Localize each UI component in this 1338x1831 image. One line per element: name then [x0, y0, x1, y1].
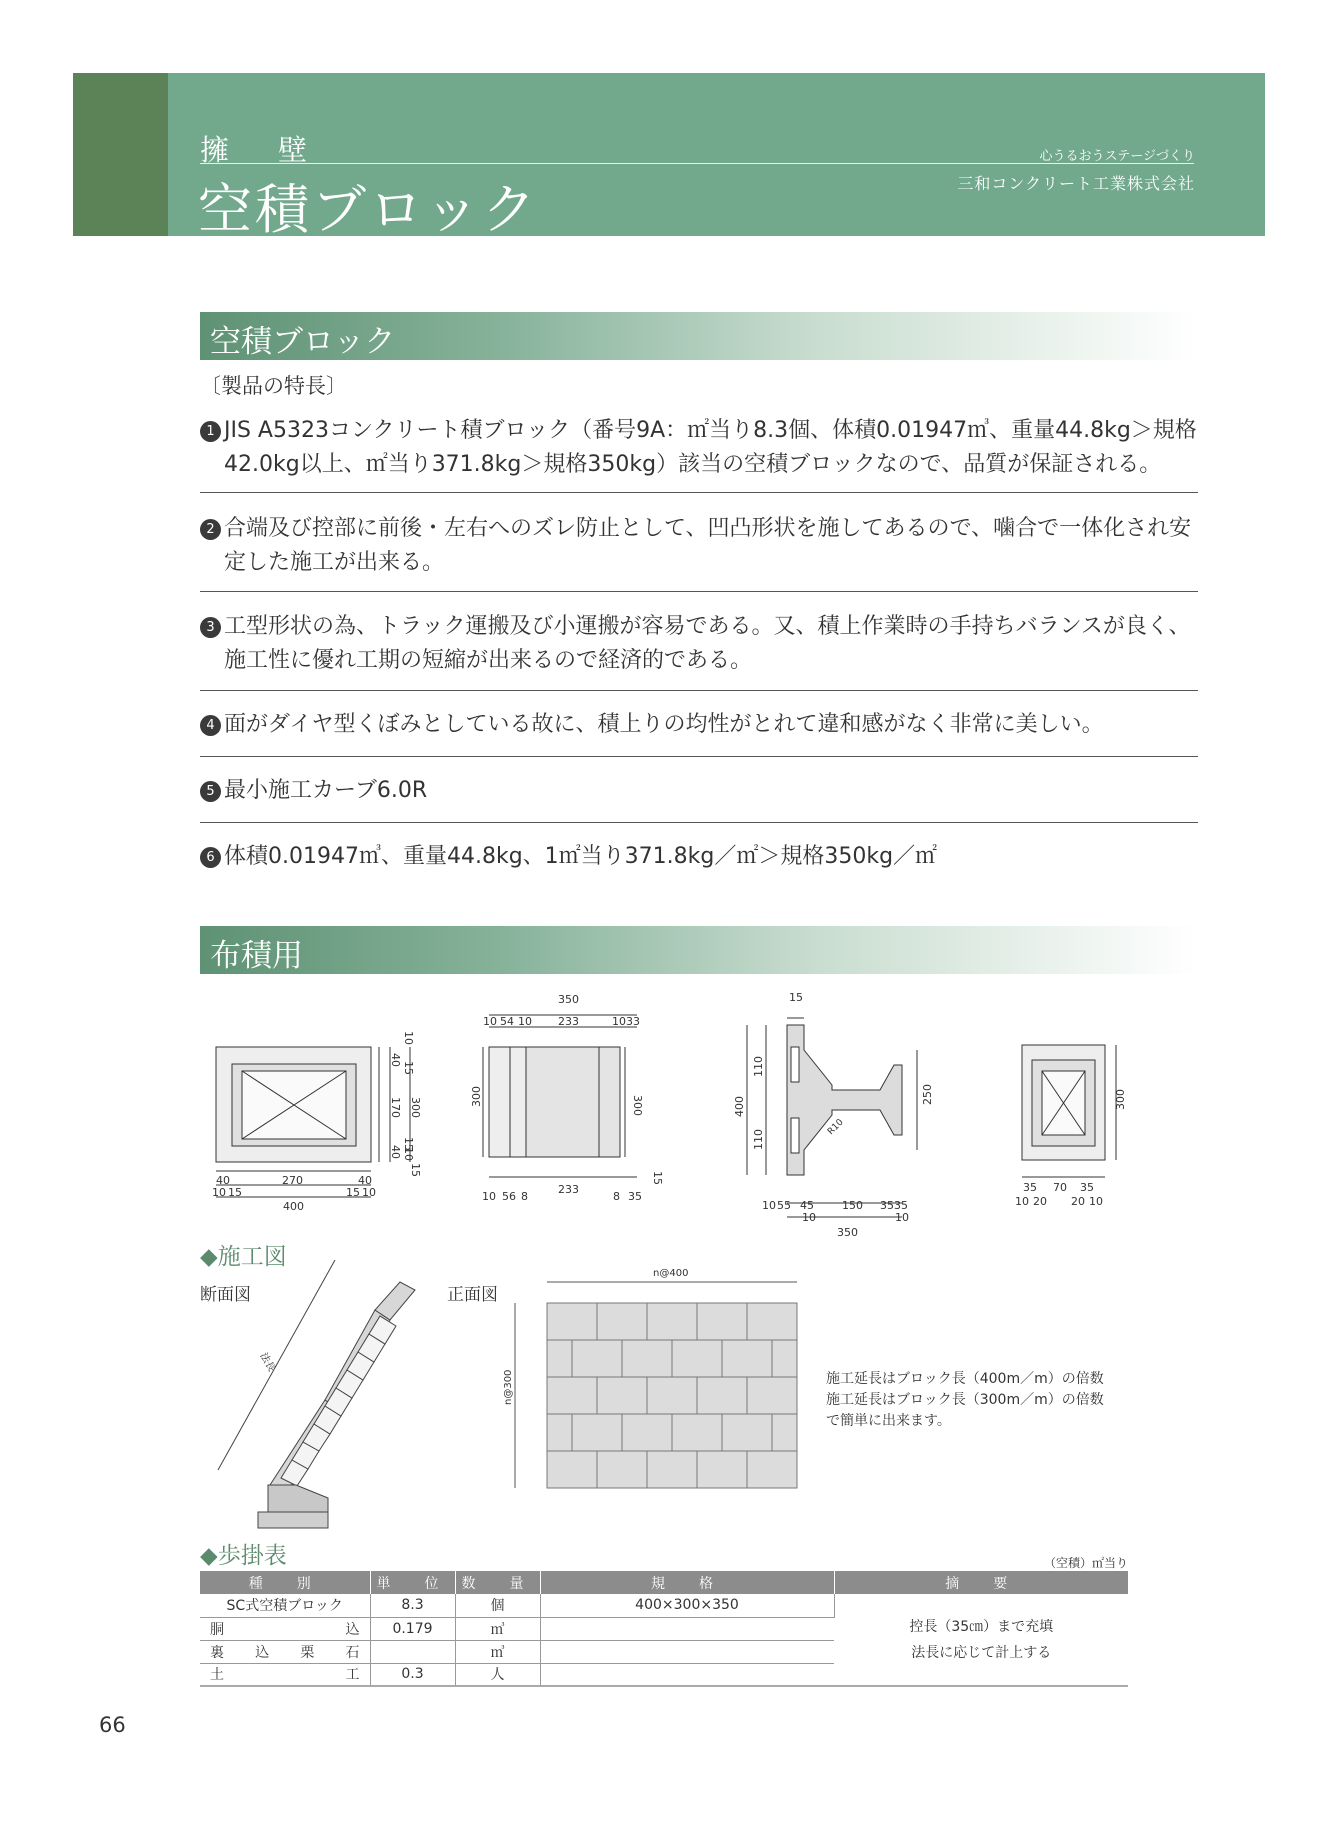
- feature-item: 3 工型形状の為、トラック運搬及び小運搬が容易である。又、積上作業時の手持ちバランスが良く、施工性に優れ工期の短縮が出来るので経済的である。: [200, 610, 1198, 678]
- remarks-cell: 控長（35㎝）まで充填 法長に応じて計上する: [834, 1594, 1128, 1686]
- construction-notes: 施工延長はブロック長（400m／m）の倍数 施工延長はブロック長（300m／m）の倍数 で簡単に出来ます。: [826, 1371, 1104, 1429]
- svg-text:110: 110: [752, 1129, 765, 1150]
- svg-text:45: 45: [800, 1199, 814, 1212]
- section-bar-nunozumi: [200, 926, 1198, 974]
- svg-text:33: 33: [626, 1015, 640, 1028]
- svg-text:10: 10: [518, 1015, 532, 1028]
- svg-text:300: 300: [470, 1086, 483, 1107]
- section-view-label: 断面図: [200, 1285, 251, 1305]
- svg-text:R10: R10: [826, 1117, 846, 1138]
- svg-text:10: 10: [895, 1211, 909, 1224]
- front-view-label: 正面図: [447, 1285, 498, 1305]
- number-badge: 1: [200, 421, 221, 442]
- svg-text:233: 233: [558, 1183, 579, 1196]
- feature-item: 2 合端及び控部に前後・左右へのズレ防止として、凹凸形状を施してあるので、噛合で一体化され安定した施工が出来る。: [200, 512, 1198, 580]
- svg-text:54: 54: [500, 1015, 514, 1028]
- svg-text:300: 300: [409, 1097, 422, 1118]
- svg-text:40: 40: [389, 1053, 402, 1067]
- feature-item: 4 面がダイヤ型くぼみとしている故に、積上りの均性がとれて違和感がなく非常に美しい。: [200, 708, 1198, 742]
- svg-text:10: 10: [802, 1211, 816, 1224]
- svg-text:8: 8: [613, 1190, 620, 1203]
- section-title: 空積ブロック: [210, 324, 396, 360]
- divider: [200, 822, 1198, 823]
- construction-heading: ◆施工図: [200, 1244, 287, 1270]
- svg-text:10: 10: [402, 1031, 415, 1045]
- svg-text:15: 15: [651, 1171, 664, 1185]
- feature-item: 6 体積0.01947㎥、重量44.8kg、1㎡当り371.8kg／㎡＞規格350kg／㎡: [200, 840, 1198, 874]
- header-accent-block: [73, 73, 168, 236]
- svg-text:40: 40: [389, 1145, 402, 1159]
- table-heading: ◆歩掛表: [200, 1543, 287, 1569]
- svg-text:270: 270: [282, 1174, 303, 1187]
- svg-text:170: 170: [389, 1097, 402, 1118]
- divider: [200, 690, 1198, 691]
- svg-text:n@300: n@300: [503, 1369, 514, 1405]
- feature-item: 1 JIS A5323コンクリート積ブロック（番号9A：㎡当り8.3個、体積0.01947㎥、重量44.8kg＞規格42.0kg以上、㎡当り371.8kg＞規格350kg）該当の空積ブロックなので、品質が保証される。: [200, 414, 1198, 482]
- company-tagline: 心うるおうステージづくり: [1039, 149, 1195, 164]
- feature-item: 5 最小施工カーブ6.0R: [200, 774, 1198, 808]
- svg-text:法長: 法長: [257, 1351, 277, 1374]
- svg-text:20: 20: [1071, 1195, 1085, 1208]
- svg-text:233: 233: [558, 1015, 579, 1028]
- svg-text:40: 40: [358, 1174, 372, 1187]
- table-row: 胴込 0.179 ㎥: [200, 1617, 1128, 1640]
- svg-text:15: 15: [402, 1137, 415, 1151]
- svg-text:15: 15: [228, 1186, 242, 1199]
- number-badge: 3: [200, 617, 221, 638]
- svg-text:8: 8: [521, 1190, 528, 1203]
- work-rate-table: [200, 1571, 1128, 1687]
- svg-text:250: 250: [921, 1084, 934, 1105]
- header-category: 擁 壁: [200, 133, 318, 167]
- table-unit-note: （空積）㎡当り: [1043, 1556, 1128, 1570]
- table-header: 種 別: [200, 1571, 370, 1594]
- number-badge: 4: [200, 715, 221, 736]
- svg-text:35: 35: [1080, 1181, 1094, 1194]
- svg-text:40: 40: [216, 1174, 230, 1187]
- table-header: 単 位: [370, 1571, 455, 1594]
- table-row: 土工 0.3 人: [200, 1663, 1128, 1686]
- svg-text:10: 10: [612, 1015, 626, 1028]
- table-header: 摘 要: [834, 1571, 1128, 1594]
- svg-text:10: 10: [762, 1199, 776, 1212]
- svg-text:15: 15: [789, 991, 803, 1004]
- svg-text:20: 20: [1033, 1195, 1047, 1208]
- svg-text:35: 35: [628, 1190, 642, 1203]
- svg-text:55: 55: [777, 1199, 791, 1212]
- svg-text:10: 10: [1015, 1195, 1029, 1208]
- svg-text:10: 10: [212, 1186, 226, 1199]
- company-name: 三和コンクリート工業株式会社: [957, 174, 1195, 193]
- svg-text:350: 350: [837, 1226, 858, 1239]
- page-number: 66: [99, 1713, 126, 1737]
- page-title: 空積ブロック: [198, 178, 539, 241]
- section-bar-features: [200, 312, 1198, 360]
- svg-text:10: 10: [402, 1147, 415, 1161]
- svg-text:56: 56: [502, 1190, 516, 1203]
- number-badge: 2: [200, 519, 221, 540]
- divider: [200, 492, 1198, 493]
- front-view-drawing: [500, 1260, 810, 1500]
- number-badge: 5: [200, 781, 221, 802]
- svg-text:300: 300: [631, 1095, 644, 1116]
- svg-text:15: 15: [409, 1163, 422, 1177]
- table-header: 数 量: [455, 1571, 540, 1594]
- svg-text:300: 300: [1114, 1089, 1127, 1110]
- block-dimension-drawings: [200, 985, 1160, 1245]
- svg-text:110: 110: [752, 1056, 765, 1077]
- svg-text:10: 10: [483, 1015, 497, 1028]
- svg-text:n@400: n@400: [653, 1268, 689, 1279]
- svg-text:10: 10: [482, 1190, 496, 1203]
- svg-text:70: 70: [1053, 1181, 1067, 1194]
- features-label: 〔製品の特長〕: [200, 374, 347, 398]
- divider: [200, 591, 1198, 592]
- svg-text:150: 150: [842, 1199, 863, 1212]
- svg-text:15: 15: [346, 1186, 360, 1199]
- svg-text:400: 400: [733, 1096, 746, 1117]
- svg-text:35: 35: [1023, 1181, 1037, 1194]
- number-badge: 6: [200, 847, 221, 868]
- svg-text:35: 35: [894, 1199, 908, 1212]
- table-row: 裏込栗石 ㎥: [200, 1640, 1128, 1663]
- section-title: 布積用: [210, 938, 303, 974]
- svg-text:15: 15: [402, 1061, 415, 1075]
- svg-text:10: 10: [1089, 1195, 1103, 1208]
- svg-text:35: 35: [880, 1199, 894, 1212]
- svg-text:350: 350: [558, 993, 579, 1006]
- svg-text:10: 10: [362, 1186, 376, 1199]
- section-view-drawing: [200, 1260, 440, 1530]
- table-header: 規 格: [540, 1571, 834, 1594]
- divider: [200, 756, 1198, 757]
- table-row: SC式空積ブロック 8.3 個 400×300×350 控長（35㎝）まで充填 法長に応じて計上する: [200, 1594, 1128, 1617]
- svg-text:400: 400: [283, 1200, 304, 1213]
